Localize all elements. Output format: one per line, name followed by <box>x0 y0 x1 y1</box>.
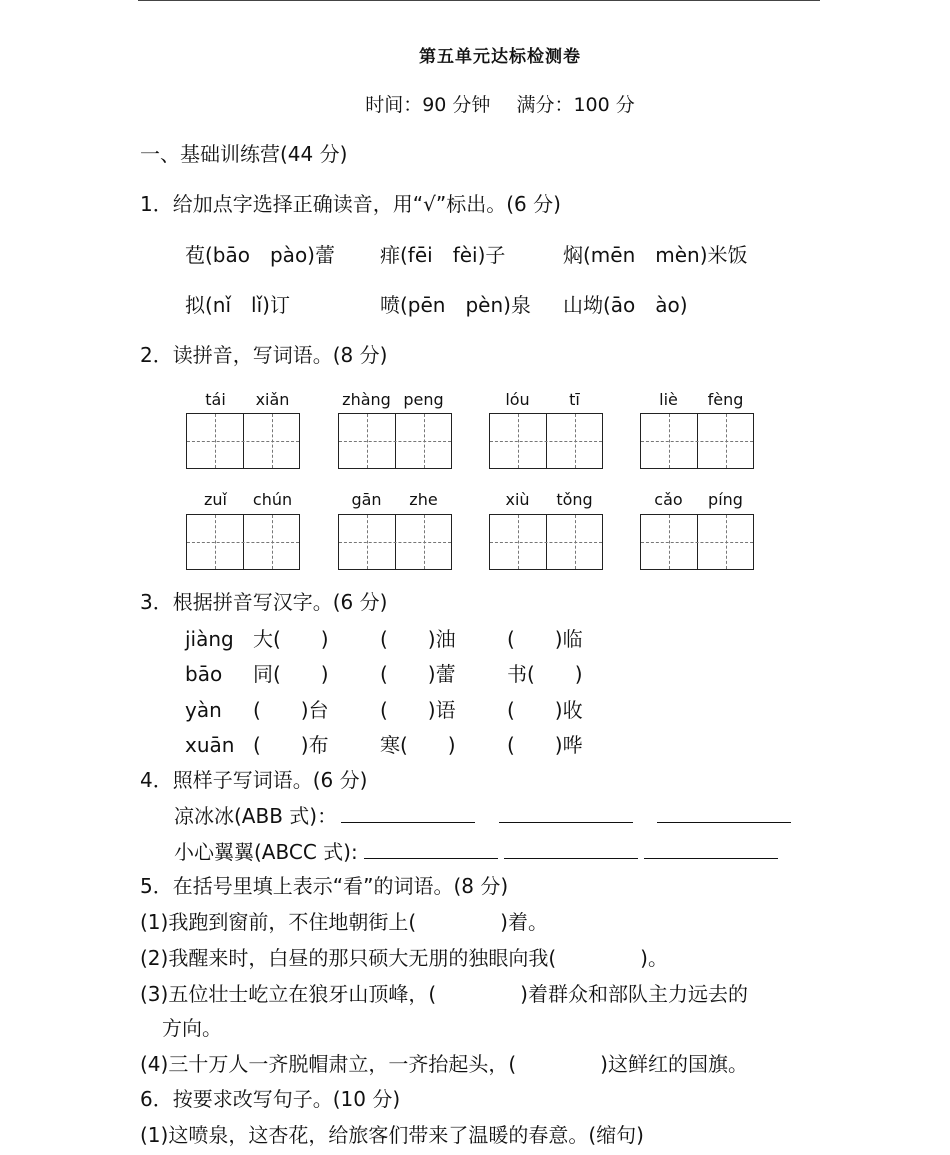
pinyin-label: píng <box>708 490 743 509</box>
page-title: 第五单元达标检测卷 <box>419 47 581 67</box>
answer-line[interactable] <box>657 804 791 823</box>
q4-line-1 <box>174 804 791 828</box>
answer-line[interactable] <box>341 804 475 823</box>
pinyin-label: zhe <box>409 490 438 509</box>
writing-grid[interactable] <box>338 413 452 469</box>
time-label: 时间：90 分钟 <box>365 94 491 116</box>
q3-blank[interactable]: ( )台 <box>253 698 329 722</box>
q3-blank[interactable]: ( )收 <box>507 698 583 722</box>
q4-abb-label: 凉冰冰(ABB 式)： <box>174 804 338 828</box>
answer-line[interactable] <box>499 804 633 823</box>
q1-item-2: 痱(fēi fèi)子 <box>380 243 506 267</box>
pinyin-label: xiù <box>505 490 530 509</box>
writing-grid[interactable] <box>489 514 603 570</box>
question-6-prompt: 6．按要求改写句子。(10 分) <box>140 1087 401 1111</box>
q5-item-3-end: )着群众和部队主力远去的 <box>520 982 748 1006</box>
pinyin-label: liè <box>659 390 678 409</box>
q1-item-3: 焖(mēn mèn)米饭 <box>563 243 748 267</box>
pinyin-label: tái <box>205 390 226 409</box>
q5-item <box>140 910 548 934</box>
top-rule <box>138 0 820 1</box>
question-1-prompt: 1．给加点字选择正确读音，用“√”标出。(6 分) <box>140 192 561 216</box>
q3-blank[interactable]: 寒( ) <box>380 733 456 757</box>
q5-item-3-text: (3)五位壮士屹立在狼牙山顶峰，( <box>140 982 437 1006</box>
pinyin-label: tǒng <box>556 490 593 509</box>
q5-item <box>140 982 748 1006</box>
q1-item-4: 拟(nǐ lǐ)订 <box>185 293 290 317</box>
q3-pinyin: xuān <box>185 733 235 757</box>
pinyin-label: xiǎn <box>255 390 290 409</box>
answer-line[interactable] <box>644 840 778 859</box>
pinyin-label: tī <box>569 390 580 409</box>
q5-item-4-end: )这鲜红的国旗。 <box>600 1052 748 1076</box>
q1-item-5: 喷(pēn pèn)泉 <box>380 293 531 317</box>
pinyin-label: cǎo <box>654 490 683 509</box>
section-heading: 一、基础训练营(44 分) <box>140 142 348 166</box>
writing-grid[interactable] <box>640 413 754 469</box>
pinyin-label: peng <box>403 390 444 409</box>
q3-blank[interactable]: ( )临 <box>507 627 583 651</box>
q3-blank[interactable]: 大( ) <box>253 627 329 651</box>
q4-line-2 <box>174 840 778 864</box>
q1-item-6: 山坳(āo ào) <box>563 293 688 317</box>
writing-grid[interactable] <box>186 413 300 469</box>
q5-item <box>140 946 668 970</box>
pinyin-label: zuǐ <box>204 490 227 509</box>
writing-grid[interactable] <box>338 514 452 570</box>
question-3-prompt: 3．根据拼音写汉字。(6 分) <box>140 590 388 614</box>
pinyin-label: fèng <box>707 390 744 409</box>
q5-item-1-text: (1)我跑到窗前，不住地朝街上( <box>140 910 417 934</box>
pinyin-label: lóu <box>505 390 530 409</box>
q4-abcc-label: 小心翼翼(ABCC 式): <box>174 840 358 864</box>
score-label: 满分：100 分 <box>516 94 635 116</box>
pinyin-label: gān <box>351 490 382 509</box>
pinyin-label: chún <box>252 490 293 509</box>
q5-item-1-end: )着。 <box>500 910 548 934</box>
answer-line[interactable] <box>364 840 498 859</box>
q3-pinyin: bāo <box>185 662 223 686</box>
q3-blank[interactable]: 书( ) <box>507 662 583 686</box>
q5-item-4-text: (4)三十万人一齐脱帽肃立，一齐抬起头，( <box>140 1052 517 1076</box>
question-4-prompt: 4．照样子写词语。(6 分) <box>140 768 368 792</box>
question-2-prompt: 2．读拼音，写词语。(8 分) <box>140 343 388 367</box>
pinyin-label: zhàng <box>342 390 391 409</box>
q3-blank[interactable]: ( )蕾 <box>380 662 456 686</box>
q5-item <box>140 1052 748 1076</box>
q5-item-2-text: (2)我醒来时，白昼的那只硕大无朋的独眼向我( <box>140 946 557 970</box>
q3-blank[interactable]: 同( ) <box>253 662 329 686</box>
q3-blank[interactable]: ( )油 <box>380 627 456 651</box>
q3-blank[interactable]: ( )语 <box>380 698 456 722</box>
writing-grid[interactable] <box>186 514 300 570</box>
q5-item-2-end: )。 <box>640 946 668 970</box>
q3-pinyin: yàn <box>185 698 222 722</box>
q1-item-1: 苞(bāo pào)蕾 <box>185 243 335 267</box>
q3-blank[interactable]: ( )哗 <box>507 733 583 757</box>
writing-grid[interactable] <box>489 413 603 469</box>
writing-grid[interactable] <box>640 514 754 570</box>
answer-line[interactable] <box>504 840 638 859</box>
question-5-prompt: 5．在括号里填上表示“看”的词语。(8 分) <box>140 874 509 898</box>
q3-blank[interactable]: ( )布 <box>253 733 329 757</box>
exam-meta <box>0 90 950 117</box>
q5-item-3-continued: 方向。 <box>162 1016 222 1040</box>
q3-pinyin: jiàng <box>185 627 234 651</box>
q6-item-1: (1)这喷泉，这杏花，给旅客们带来了温暖的春意。(缩句) <box>140 1123 644 1147</box>
